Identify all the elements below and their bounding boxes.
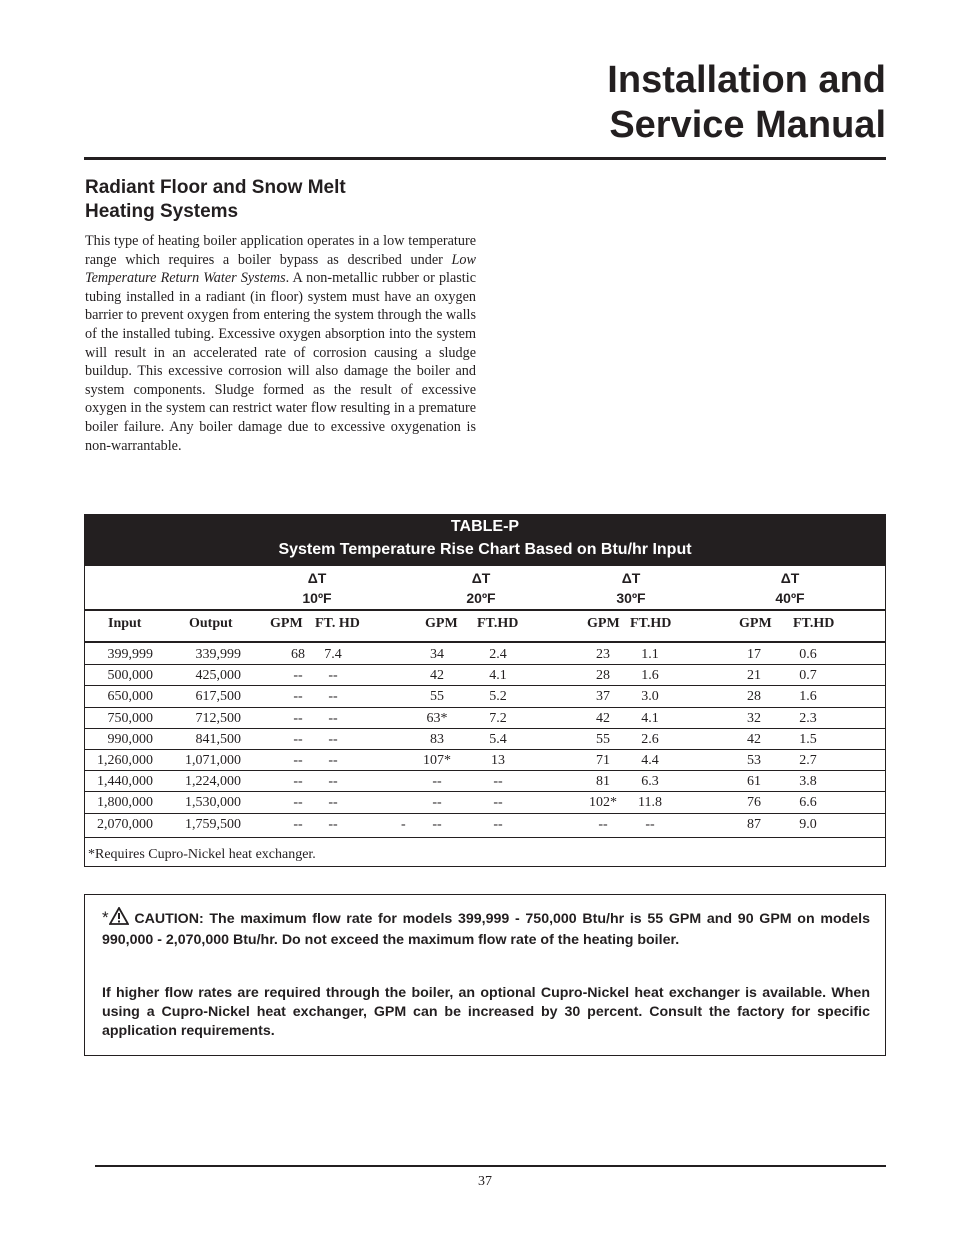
table-cell: 1,800,000	[97, 795, 153, 811]
table-cell: 28	[747, 689, 761, 705]
table-cell: 61	[747, 774, 761, 790]
caution-box	[84, 894, 886, 1056]
table-cell: --	[293, 774, 303, 790]
table-cell: 5.4	[489, 731, 507, 747]
table-cell: 750,000	[107, 710, 153, 726]
table-cell: 63*	[426, 710, 448, 726]
caution-asterisk: *	[102, 908, 109, 927]
table-cell: --	[293, 710, 303, 726]
table-cell: 55	[430, 689, 444, 705]
table-cell: --	[328, 795, 338, 811]
column-header-output: Output	[189, 616, 233, 631]
column-header-gpm-30: GPM	[587, 616, 620, 631]
table-cell: --	[293, 731, 303, 747]
table-cell: 1,224,000	[185, 774, 241, 790]
table-cell: 55	[596, 731, 610, 747]
column-header-gpm-20: GPM	[425, 616, 458, 631]
table-cell: 1,440,000	[97, 774, 153, 790]
table-cell: 4.1	[641, 710, 659, 726]
table-cell: 83	[430, 731, 444, 747]
table-cell: 2.6	[641, 731, 659, 747]
table-cell: 1.1	[641, 647, 659, 662]
table-cell: 990,000	[107, 731, 153, 747]
table-cell: --	[645, 816, 655, 832]
table-cell: 87	[747, 816, 761, 832]
table-row	[85, 644, 885, 665]
table-cell: 2,070,000	[97, 816, 153, 832]
delta-t-symbol: ΔT	[621, 570, 641, 586]
table-cell: --	[328, 731, 338, 747]
table-cell: --	[328, 816, 338, 832]
table-cell: 4.4	[641, 753, 659, 768]
table-cell: 53	[747, 753, 761, 768]
table-cell: 32	[747, 710, 761, 726]
table-row	[85, 792, 885, 813]
table-cell: 7.4	[324, 647, 342, 662]
table-cell: 1.6	[799, 689, 817, 705]
delta-t-header-20	[441, 568, 521, 608]
caution-label: CAUTION	[134, 911, 199, 927]
table-cell: 7.2	[489, 710, 507, 726]
body-text-reference: Low Temperature Return Water Systems	[85, 251, 476, 287]
table-cell: 500,000	[107, 668, 153, 684]
delta-t-symbol: ΔT	[307, 570, 327, 586]
table-cell: 21	[747, 668, 761, 684]
table-cell: --	[328, 753, 338, 768]
table-row	[85, 708, 885, 729]
table-cell: --	[293, 753, 303, 768]
table-cell: 23	[596, 647, 610, 662]
column-header-fthd-10: FT. HD	[315, 616, 360, 631]
table-cell: 68	[291, 647, 305, 662]
table-cell: 650,000	[107, 689, 153, 705]
table-cell: --	[293, 668, 303, 684]
table-row	[85, 729, 885, 750]
table-cell: 107*	[423, 753, 451, 768]
table-footnote: *Requires Cupro-Nickel heat exchanger.	[88, 847, 316, 862]
table-cell: 339,999	[195, 647, 241, 662]
table-cell: 841,500	[195, 731, 241, 747]
table-cell: --	[328, 668, 338, 684]
body-text-part-2: . A non-metallic rubber or plastic tubing installed in a radiant (in floor) system must have an oxygen barrier to prevent oxygen from entering the system through the walls of the installed tubing. Excessive oxygen absorption into the system will result in an accelerated rate of corrosion causing a sludge buildup. This excessive corrosion will also damage the boiler and system components. Sludge formed as the result of excessive oxygen in the system can restrict water flow resulting in a premature boiler failure. Any boiler damage due to excessive oxygenation is non-warrantable.	[85, 270, 476, 454]
table-label: TABLE-P	[450, 518, 520, 535]
table-row	[85, 686, 885, 707]
delta-t-header-40	[750, 568, 830, 608]
table-cell: 42	[430, 668, 444, 684]
warning-triangle-icon	[109, 907, 129, 931]
table-cell: --	[493, 816, 503, 832]
delta-t-value: 10ºF	[302, 590, 332, 606]
delta-t-value: 20ºF	[466, 590, 496, 606]
table-cell: --	[432, 795, 442, 811]
table-cell: --	[432, 816, 442, 832]
column-header-input: Input	[108, 616, 142, 631]
table-cell: 2.4	[489, 647, 507, 662]
table-cell: 425,000	[195, 668, 241, 684]
table-cell: 71	[596, 753, 610, 768]
table-cell: 76	[747, 795, 761, 811]
table-cell: --	[328, 774, 338, 790]
table-cell: --	[293, 689, 303, 705]
delta-t-symbol: ΔT	[471, 570, 491, 586]
section-heading	[85, 176, 485, 224]
caution-paragraph-2: If higher flow rates are required through the boiler, an optional Cupro-Nickel heat exchanger is available. When using a Cupro-Nickel heat exchanger, GPM can be increased by 30 percent. Consult the factory for specific application requirements.	[102, 985, 870, 1039]
section-heading-line-1: Radiant Floor and Snow Melt	[85, 177, 346, 198]
section-heading-line-2: Heating Systems	[85, 201, 239, 222]
delta-t-value: 30ºF	[616, 590, 646, 606]
table-cell: --	[598, 816, 608, 832]
page-title-line-1: Installation and	[607, 59, 886, 101]
page-title-line-2: Service Manual	[609, 104, 886, 146]
delta-t-symbol: ΔT	[780, 570, 800, 586]
table-cell: 712,500	[195, 710, 241, 726]
table-cell: 2.3	[799, 710, 817, 726]
table-cell: 9.0	[799, 816, 817, 832]
table-row	[85, 750, 885, 771]
table-cell: 34	[430, 647, 444, 662]
table-cell: 3.0	[641, 689, 659, 705]
column-header-rule-top	[85, 609, 885, 611]
table-row	[85, 814, 885, 835]
table-cell: 6.3	[641, 774, 659, 790]
table-header	[85, 515, 885, 566]
table-row	[85, 771, 885, 792]
table-cell: 37	[596, 689, 610, 705]
table-cell: 102*	[589, 795, 617, 811]
table-cell: 42	[596, 710, 610, 726]
section-body	[85, 232, 476, 455]
stray-dash: -	[401, 817, 406, 832]
caution-text-1: : The maximum flow rate for models 399,999 - 750,000 Btu/hr is 55 GPM and 90 GPM on models 990,000 - 2,070,000 Btu/hr. Do not exceed the maximum flow rate of the heating boiler.	[102, 911, 870, 948]
column-header-rule-bottom	[85, 641, 885, 643]
body-text-part-1: This type of heating boiler application operates in a low temperature range which requires a boiler bypass as described under	[85, 233, 476, 268]
table-cell: 13	[491, 753, 505, 768]
table-cell: 1,071,000	[185, 753, 241, 768]
table-cell: --	[293, 816, 303, 832]
table-cell: --	[493, 795, 503, 811]
table-cell: --	[432, 774, 442, 790]
page-title	[286, 58, 886, 148]
table-cell: --	[493, 774, 503, 790]
table-cell: 5.2	[489, 689, 507, 705]
table-cell: 17	[747, 647, 761, 662]
table-cell: 3.8	[799, 774, 817, 790]
table-cell: 1.5	[799, 731, 817, 747]
table-cell: 28	[596, 668, 610, 684]
column-header-fthd-40: FT.HD	[793, 616, 835, 631]
table-cell: 617,500	[195, 689, 241, 705]
delta-t-header-10	[277, 568, 357, 608]
page-number: 37	[478, 1174, 492, 1189]
column-header-fthd-30: FT.HD	[630, 616, 672, 631]
caution-paragraph-1	[102, 907, 870, 950]
table-title: System Temperature Rise Chart Based on Btu/hr Input	[278, 541, 692, 558]
table-cell: 0.7	[799, 668, 817, 684]
table-cell: 11.8	[638, 795, 662, 811]
table-bottom-rule	[85, 837, 885, 838]
footer-divider	[95, 1165, 886, 1167]
column-header-gpm-10: GPM	[270, 616, 303, 631]
table-cell: --	[328, 689, 338, 705]
table-cell: 0.6	[799, 647, 817, 662]
table-cell: 1,759,500	[185, 816, 241, 832]
table-cell: 399,999	[107, 647, 153, 662]
table-cell: --	[328, 710, 338, 726]
table-cell: 6.6	[799, 795, 817, 811]
delta-t-value: 40ºF	[775, 590, 805, 606]
table-cell: --	[293, 795, 303, 811]
column-header-fthd-20: FT.HD	[477, 616, 519, 631]
table-cell: 42	[747, 731, 761, 747]
table-cell: 4.1	[489, 668, 507, 684]
header-divider	[84, 157, 886, 160]
table-cell: 1,260,000	[97, 753, 153, 768]
table-cell: 1,530,000	[185, 795, 241, 811]
table-row	[85, 665, 885, 686]
table-cell: 81	[596, 774, 610, 790]
table-cell: 1.6	[641, 668, 659, 684]
delta-t-header-30	[591, 568, 671, 608]
temperature-rise-table	[84, 514, 886, 867]
table-cell: 2.7	[799, 753, 817, 768]
column-header-gpm-40: GPM	[739, 616, 772, 631]
